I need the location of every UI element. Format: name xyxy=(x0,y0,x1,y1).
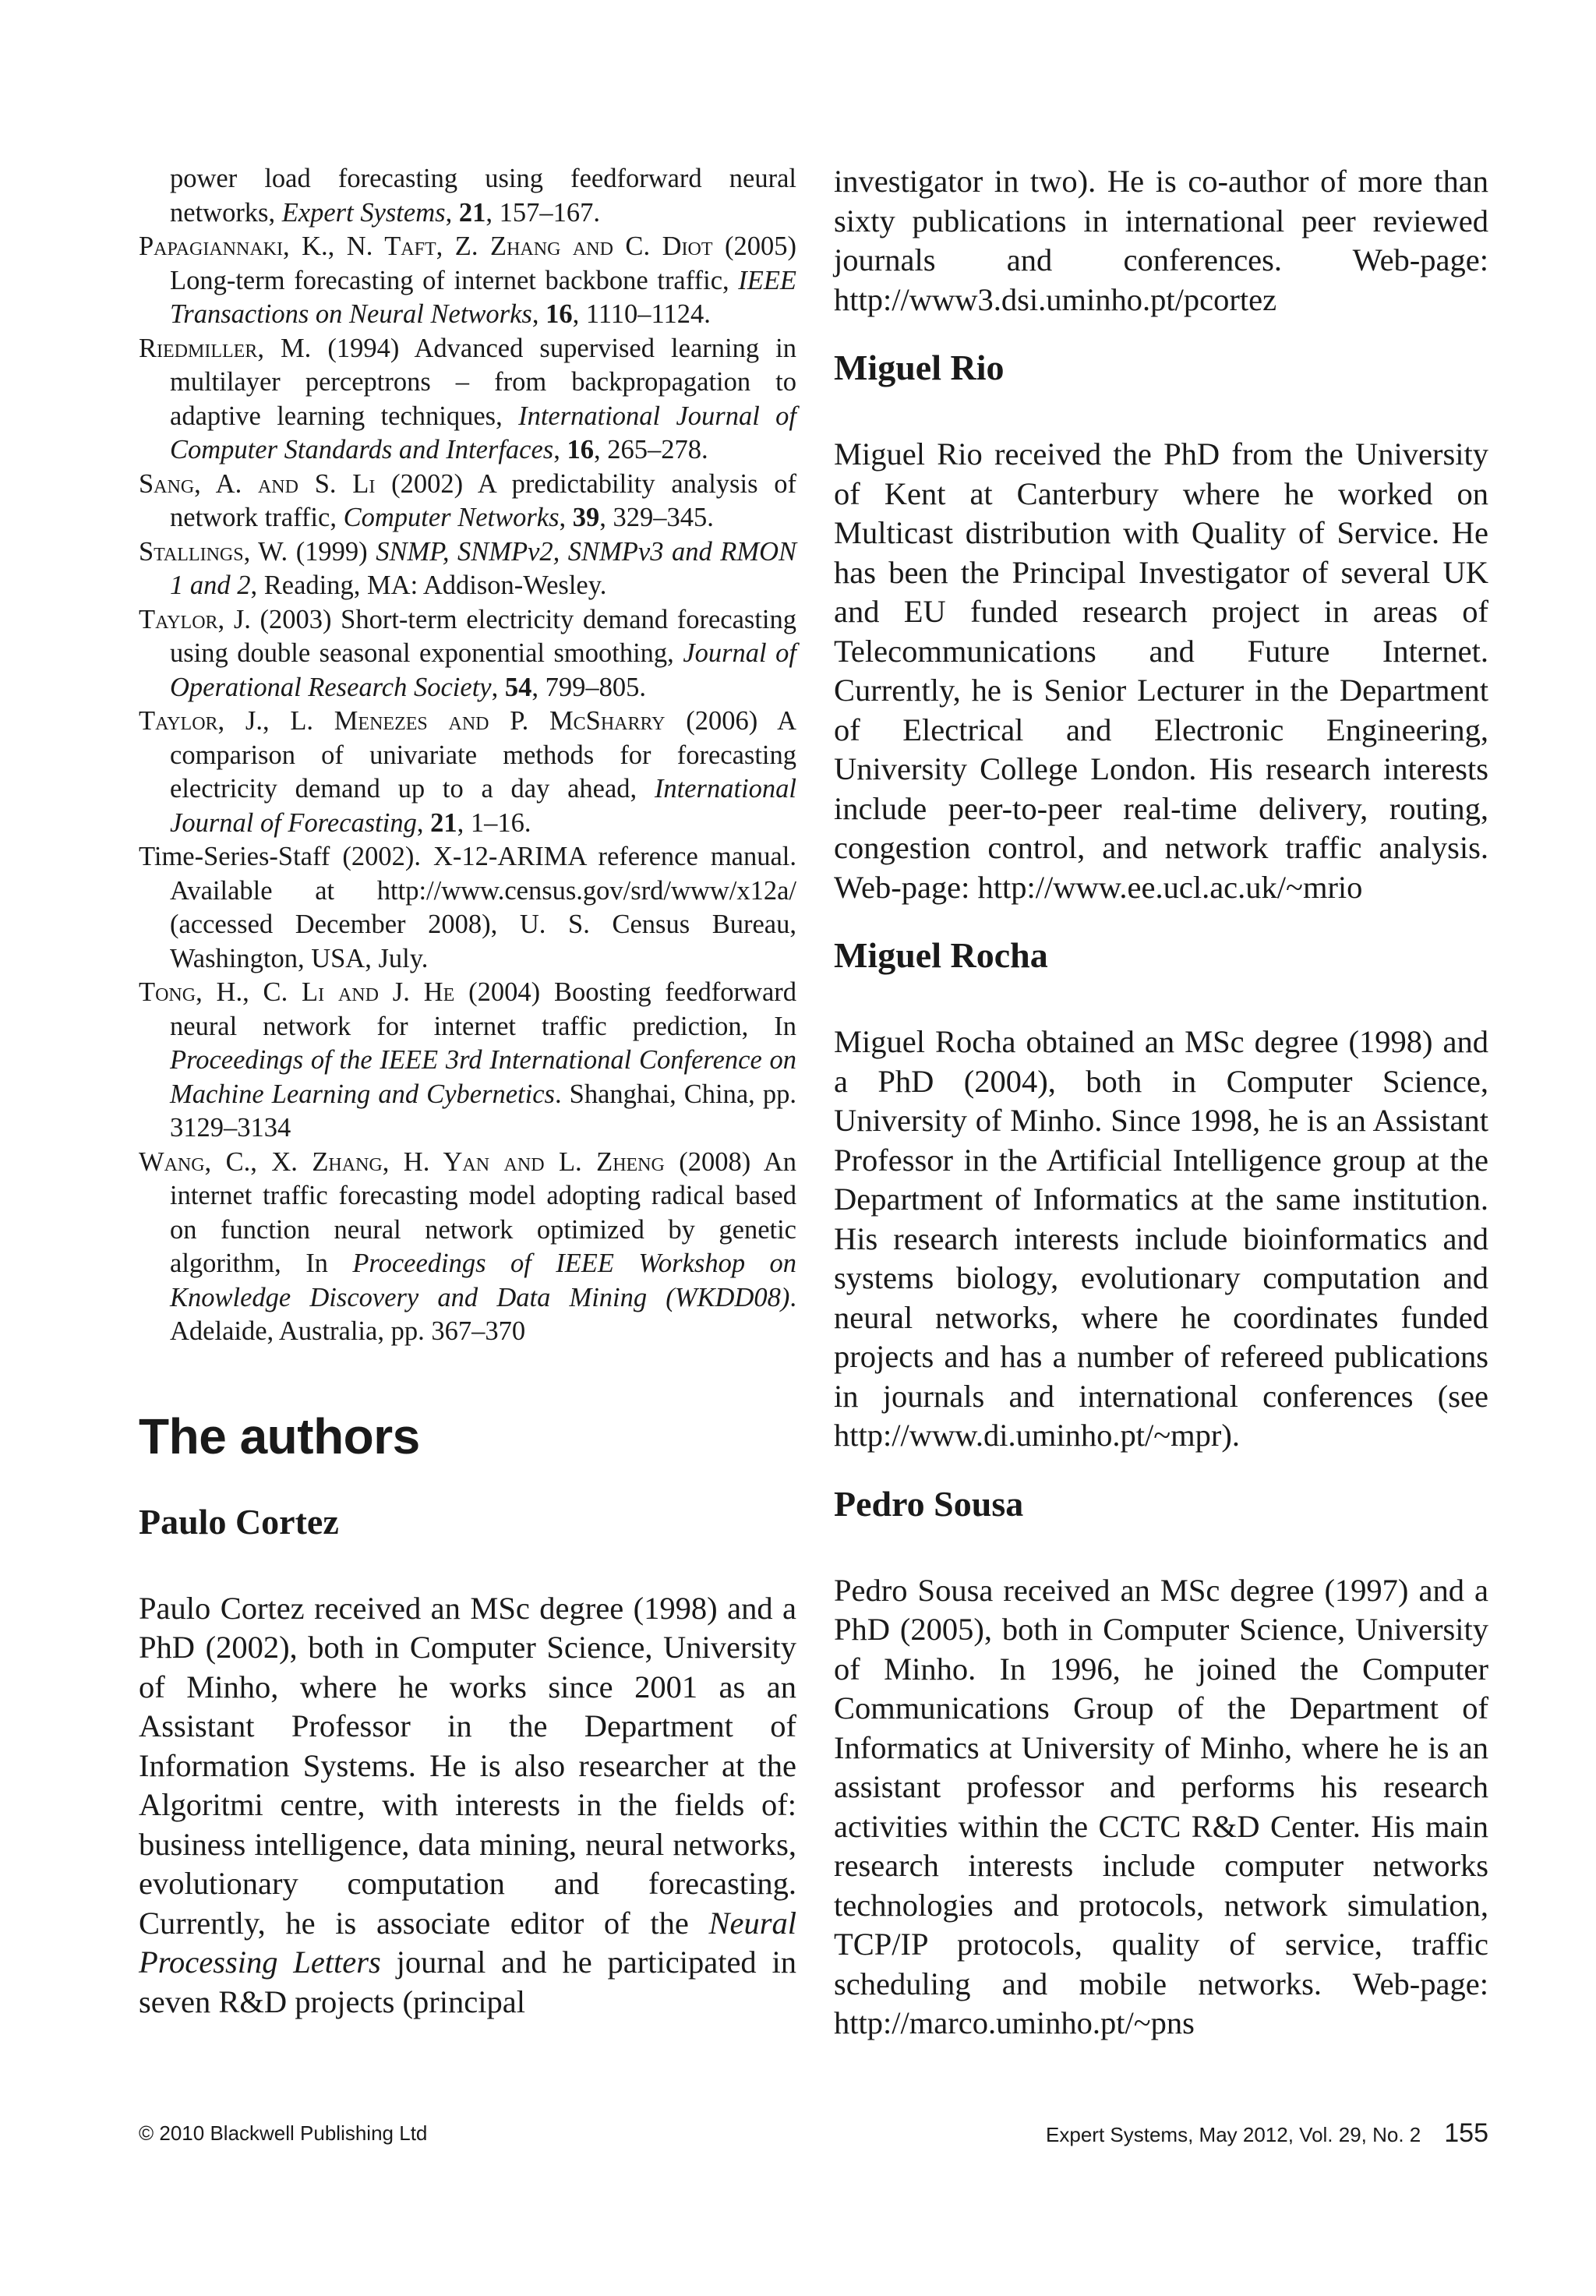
author-bio-cortez: Paulo Cortez received an MSc degree (1998) and a PhD (2002), both in Computer Science, University of Minho, where he works since 2001 as an Assistant Professor in the Department of Information Systems. He is also researcher at the Algoritmi centre, with interests in the fields of: business intelligence, data mining, neural networks, evolutionary computation and forecasting. Currently, he is associate editor of the Neural Processing Letters journal and he participated in seven R&D projects (principal xyxy=(139,1590,796,2019)
reference-sang: Sang, A. and S. Li (2002) A predictability analysis of network traffic, Computer Networks, 39, 329–345. xyxy=(139,468,796,532)
author-bio-sousa: Pedro Sousa received an MSc degree (1997) and a PhD (2005), both in Computer Science, University of Minho. In 1996, he joined the Computer Communications Group of the Department of Informatics at University of Minho, where he is an assistant professor and performs his research activities within the CCTC R&D Center. His main research interests include computer networks technologies and protocols, network simulation, TCP/IP protocols, quality of service, traffic scheduling and mobile networks. Web-page: http://marco.uminho.pt/~pns xyxy=(834,1572,1488,2040)
reference-time-series-staff: Time-Series-Staff (2002). X-12-ARIMA reference manual. Available at http://www.census.gov/srd/www/x12a/ (accessed December 2008), U. S. Census Bureau, Washington, USA, July. xyxy=(139,842,796,973)
author-bio-cortez-continued: investigator in two). He is co-author of more than sixty publications in international peer reviewed journals and conferences. Web-page: http://www3.dsi.uminho.pt/pcortez xyxy=(834,164,1488,317)
author-heading-rocha: Miguel Rocha xyxy=(834,935,1048,975)
author-bio-rocha: Miguel Rocha obtained an MSc degree (1998) and a PhD (2004), both in Computer Science, University of Minho. Since 1998, he is an Assistant Professor in the Artificial Intelligence group at the Department of Informatics at the same institution. His research interests include bioinformatics and systems biology, evolutionary computation and neural networks, where he coordinates funded projects and has a number of refereed publications in journals and international conferences (see http://www.di.uminho.pt/~mpr). xyxy=(834,1024,1488,1453)
reference-tong: Tong, H., C. Li and J. He (2004) Boosting feedforward neural network for internet traffic prediction, In Proceedings of the IEEE 3rd International Conference on Machine Learning and Cybernetics. Shanghai, China, pp. 3129–3134 xyxy=(139,977,796,1143)
reference-papagiannaki: Papagiannaki, K., N. Taft, Z. Zhang and C. Diot (2005) Long-term forecasting of internet backbone traffic, IEEE Transactions on Neural Networks, 16, 1110–1124. xyxy=(139,231,796,329)
author-heading-rio: Miguel Rio xyxy=(834,348,1005,387)
right-column xyxy=(834,162,1488,2043)
section-title: The authors xyxy=(139,1408,420,1464)
author-heading-sousa: Pedro Sousa xyxy=(834,1483,1024,1524)
author-bio-rio: Miguel Rio received the PhD from the University of Kent at Canterbury where he worked on Multicast distribution with Quality of Service. He has been the Principal Investigator of several UK and EU funded research project in areas of Telecommunications and Future Internet. Currently, he is Senior Lecturer in the Department of Electrical and Electronic Engineering, University College London. His research interests include peer-to-peer real-time delivery, routing, congestion control, and network traffic analysis. Web-page: http://www.ee.ucl.ac.uk/~mrio xyxy=(834,436,1488,905)
reference-continuation: power load forecasting using feedforward neural networks, Expert Systems, 21, 157–167. xyxy=(170,164,796,228)
journal-citation: Expert Systems, May 2012, Vol. 29, No. 2 xyxy=(1046,2123,1421,2146)
reference-taylor-2003: Taylor, J. (2003) Short-term electricity demand forecasting using double seasonal exponential smoothing, Journal of Operational Research Society, 54, 799–805. xyxy=(139,604,796,702)
reference-riedmiller: Riedmiller, M. (1994) Advanced supervised learning in multilayer perceptrons – from backpropagation to adaptive learning techniques, International Journal of Computer Standards and Interfaces, 16, 265–278. xyxy=(139,333,796,464)
reference-stallings: Stallings, W. (1999) SNMP, SNMPv2, SNMPv3 and RMON 1 and 2, Reading, MA: Addison-Wesley. xyxy=(139,536,797,600)
author-heading-cortez: Paulo Cortez xyxy=(139,1501,339,1542)
reference-list xyxy=(139,162,796,1349)
footer-journal-info xyxy=(1046,2118,1488,2148)
reference-wang-2008: Wang, C., X. Zhang, H. Yan and L. Zheng (2008) An internet traffic forecasting model adopting radical based on function neural network optimized by genetic algorithm, In Proceedings of IEEE Workshop on Knowledge Discovery and Data Mining (WKDD08). Adelaide, Australia, pp. 367–370 xyxy=(139,1146,796,1346)
footer-copyright: © 2010 Blackwell Publishing Ltd xyxy=(139,2121,428,2145)
reference-taylor-2006: Taylor, J., L. Menezes and P. McSharry (2006) A comparison of univariate methods for forecasting electricity demand up to a day ahead, International Journal of Forecasting, 21, 1–16. xyxy=(139,706,796,838)
left-column xyxy=(139,162,796,2022)
page-number: 155 xyxy=(1444,2118,1488,2148)
